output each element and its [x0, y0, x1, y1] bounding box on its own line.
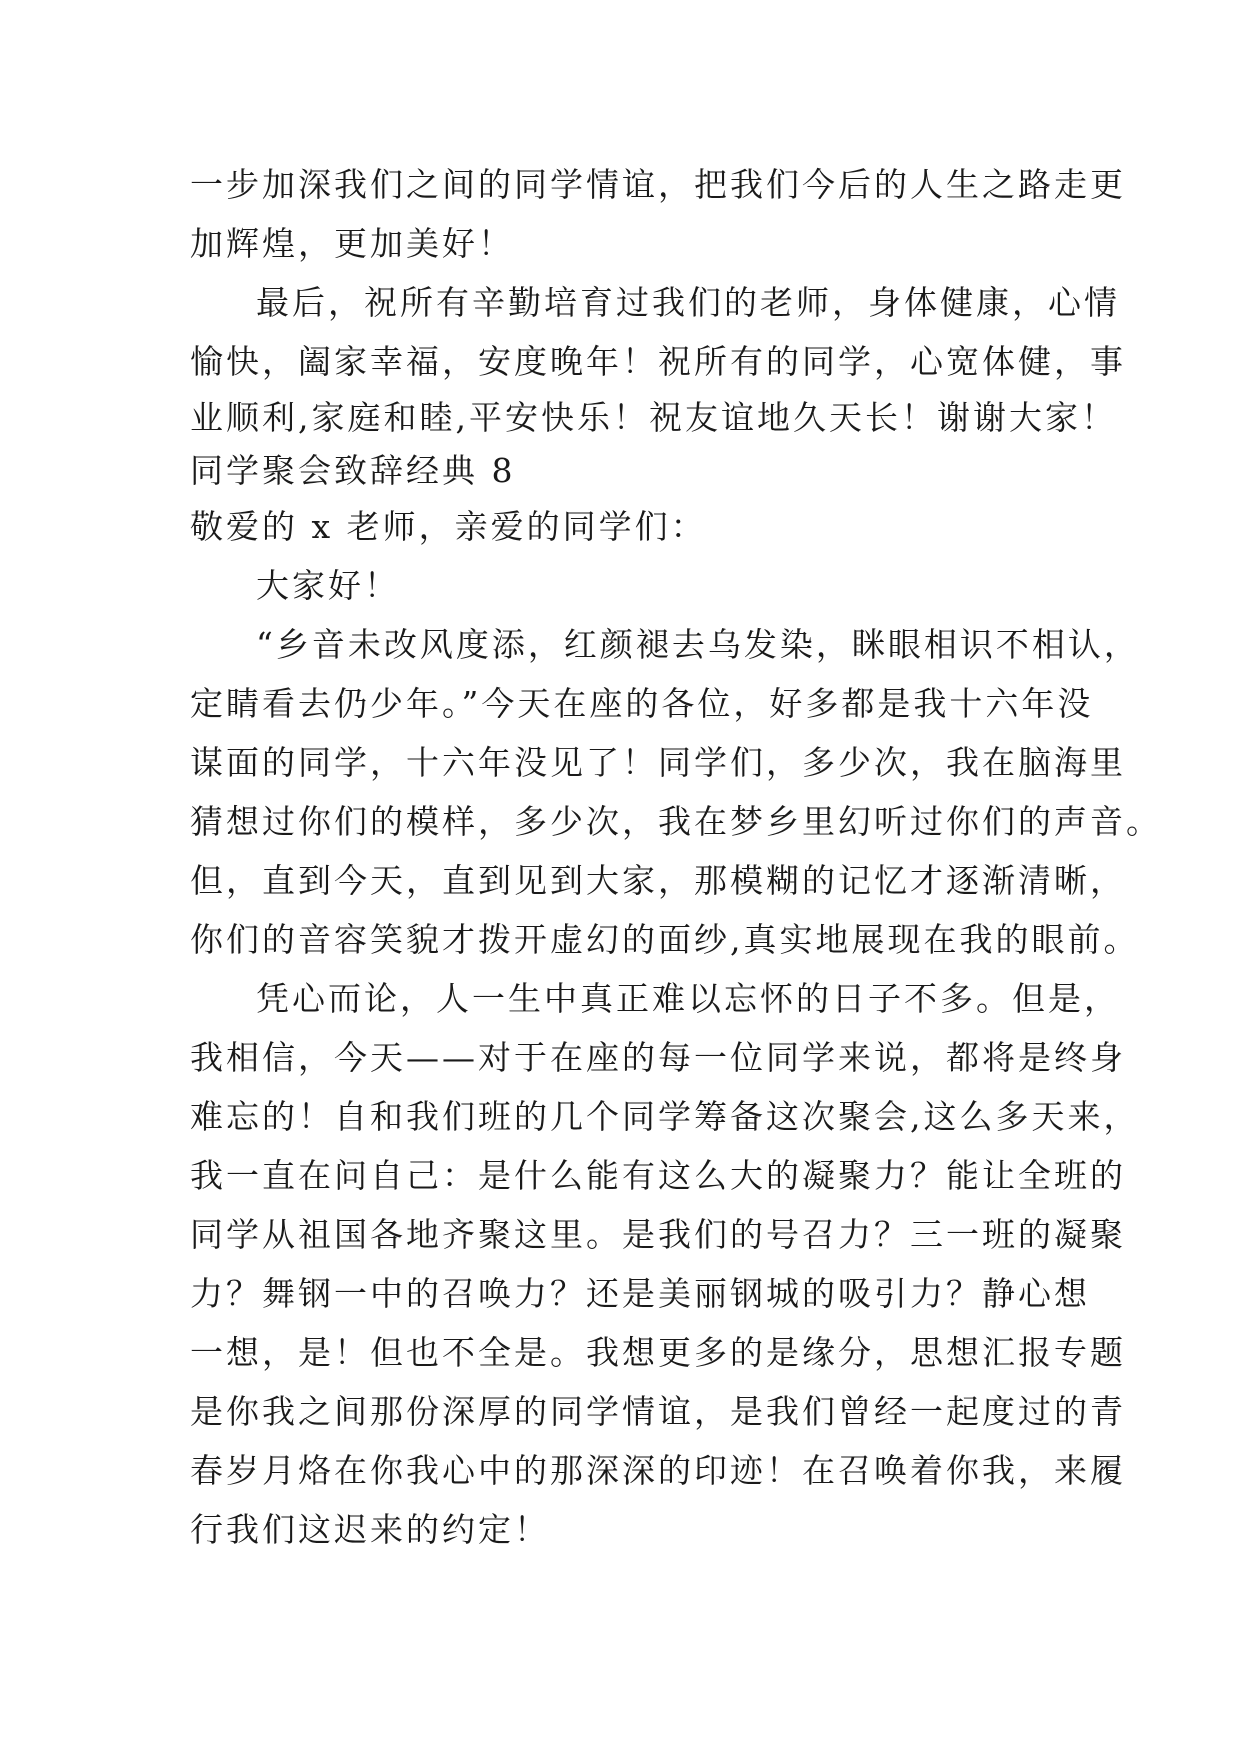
- text-line: 我相信，今天——对于在座的每一位同学来说，都将是终身: [190, 1038, 1126, 1077]
- text-line: 难忘的！自和我们班的几个同学筹备这次聚会,这么多天来，: [190, 1097, 1140, 1136]
- text-line: 定睛看去仍少年。”今天在座的各位，好多都是我十六年没: [190, 684, 1094, 723]
- text-line: 最后，祝所有辛勤培育过我们的老师，身体健康，心情: [256, 283, 1120, 322]
- text-line: 谋面的同学，十六年没见了！同学们，多少次，我在脑海里: [190, 743, 1126, 782]
- text-line: “乡音未改风度添，红颜褪去乌发染，眯眼相识不相认，: [256, 625, 1140, 664]
- text-line: 是你我之间那份深厚的同学情谊，是我们曾经一起度过的青: [190, 1392, 1126, 1431]
- text-line: 凭心而论，人一生中真正难以忘怀的日子不多。但是，: [256, 979, 1120, 1018]
- section-heading: 同学聚会致辞经典 8: [190, 451, 516, 490]
- text-line: 力？舞钢一中的召唤力？还是美丽钢城的吸引力？静心想: [190, 1274, 1090, 1313]
- text-line: 行我们这迟来的约定！: [190, 1510, 550, 1549]
- text-line: 一步加深我们之间的同学情谊，把我们今后的人生之路走更: [190, 165, 1126, 204]
- text-line: 春岁月烙在你我心中的那深深的印迹！在召唤着你我，来履: [190, 1451, 1126, 1490]
- document-body: [190, 155, 1162, 1559]
- text-line: 一想，是！但也不全是。我想更多的是缘分，思想汇报专题: [190, 1333, 1126, 1372]
- salutation: 敬爱的 x 老师，亲爱的同学们：: [190, 507, 707, 546]
- text-line: 愉快，阖家幸福，安度晚年！祝所有的同学，心宽体健，事: [190, 342, 1126, 381]
- text-line: 同学从祖国各地齐聚这里。是我们的号召力？三一班的凝聚: [190, 1215, 1126, 1254]
- greeting: 大家好！: [256, 566, 400, 605]
- text-line: 但，直到今天，直到见到大家，那模糊的记忆才逐渐清晰，: [190, 861, 1126, 900]
- text-line: 猜想过你们的模样，多少次，我在梦乡里幻听过你们的声音。: [190, 802, 1162, 841]
- text-line: 业顺利,家庭和睦,平安快乐！祝友谊地久天长！谢谢大家！: [190, 398, 1117, 437]
- text-line: 我一直在问自己：是什么能有这么大的凝聚力？能让全班的: [190, 1156, 1126, 1195]
- text-line: 加辉煌，更加美好！: [190, 224, 514, 263]
- text-line: 你们的音容笑貌才拨开虚幻的面纱,真实地展现在我的眼前。: [190, 920, 1140, 959]
